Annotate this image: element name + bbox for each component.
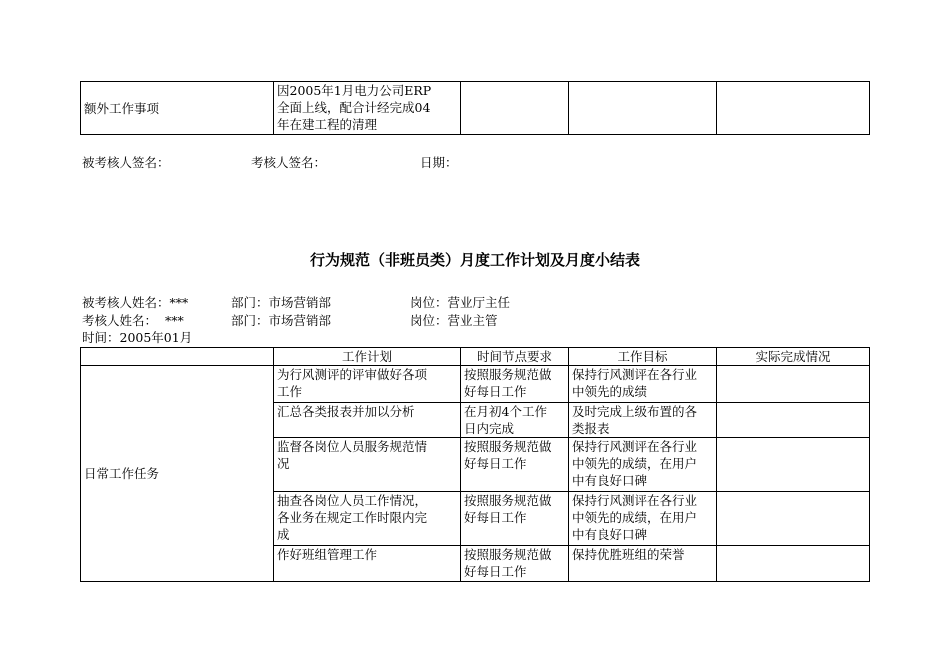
- actual-cell: [717, 403, 870, 438]
- actual-cell: [717, 438, 870, 492]
- time-cell: 按照服务规范做 好每日工作: [461, 492, 569, 546]
- work-plan-table: [80, 347, 870, 582]
- table-header-row: [81, 348, 870, 366]
- extra-work-actual: [717, 82, 870, 135]
- goal-cell: 保持行风测评在各行业 中领先的成绩，在用户 中有良好口碑: [569, 492, 717, 546]
- time-cell: 在月初4个工作 日内完成: [461, 403, 569, 438]
- extra-work-plan: 因2005年1月电力公司ERP 全面上线，配合计经完成04 年在建工程的清理: [274, 82, 461, 135]
- category-cell: 日常工作任务: [81, 366, 274, 582]
- header-actual: 实际完成情况: [717, 348, 870, 366]
- extra-work-time: [461, 82, 569, 135]
- header-goal: 工作目标: [569, 348, 717, 366]
- assessor-dept: 部门：市场营销部: [231, 313, 332, 328]
- time-cell: 按照服务规范做 好每日工作: [461, 546, 569, 582]
- goal-cell: 保持行风测评在各行业 中领先的成绩: [569, 366, 717, 403]
- actual-cell: [717, 546, 870, 582]
- plan-cell: 抽查各岗位人员工作情况， 各业务在规定工作时限内完 成: [274, 492, 461, 546]
- goal-cell: 及时完成上级布置的各 类报表: [569, 403, 717, 438]
- assessor-signature-label: 考核人签名：: [251, 155, 327, 170]
- header-time: 时间节点要求: [461, 348, 569, 366]
- plan-cell: 作好班组管理工作: [274, 546, 461, 582]
- goal-cell: 保持优胜班组的荣誉: [569, 546, 717, 582]
- assessee-name: 被考核人姓名：***: [82, 295, 189, 310]
- plan-cell: 为行风测评的评审做好各项 工作: [274, 366, 461, 403]
- time-cell: 按照服务规范做 好每日工作: [461, 438, 569, 492]
- date-label: 日期：: [420, 155, 458, 170]
- assessee-signature-label: 被考核人签名：: [82, 155, 170, 170]
- goal-cell: 保持行风测评在各行业 中领先的成绩，在用户 中有良好口碑: [569, 438, 717, 492]
- page-title: 行为规范（非班员类）月度工作计划及月度小结表: [309, 251, 640, 269]
- assessor-post: 岗位：营业主管: [410, 313, 498, 328]
- plan-cell: 监督各岗位人员服务规范情 况: [274, 438, 461, 492]
- actual-cell: [717, 492, 870, 546]
- extra-work-table: [80, 81, 870, 135]
- header-plan: 工作计划: [274, 348, 461, 366]
- plan-cell: 汇总各类报表并加以分析: [274, 403, 461, 438]
- extra-work-label: 额外工作事项: [81, 82, 274, 135]
- assessee-post: 岗位：营业厅主任: [410, 295, 511, 310]
- table-row: [81, 366, 870, 403]
- actual-cell: [717, 366, 870, 403]
- assessor-name: 考核人姓名： ***: [82, 313, 184, 328]
- extra-work-goal: [569, 82, 717, 135]
- header-blank: [81, 348, 274, 366]
- period-label: 时间：2005年01月: [82, 330, 193, 345]
- assessee-dept: 部门：市场营销部: [231, 295, 332, 310]
- time-cell: 按照服务规范做 好每日工作: [461, 366, 569, 403]
